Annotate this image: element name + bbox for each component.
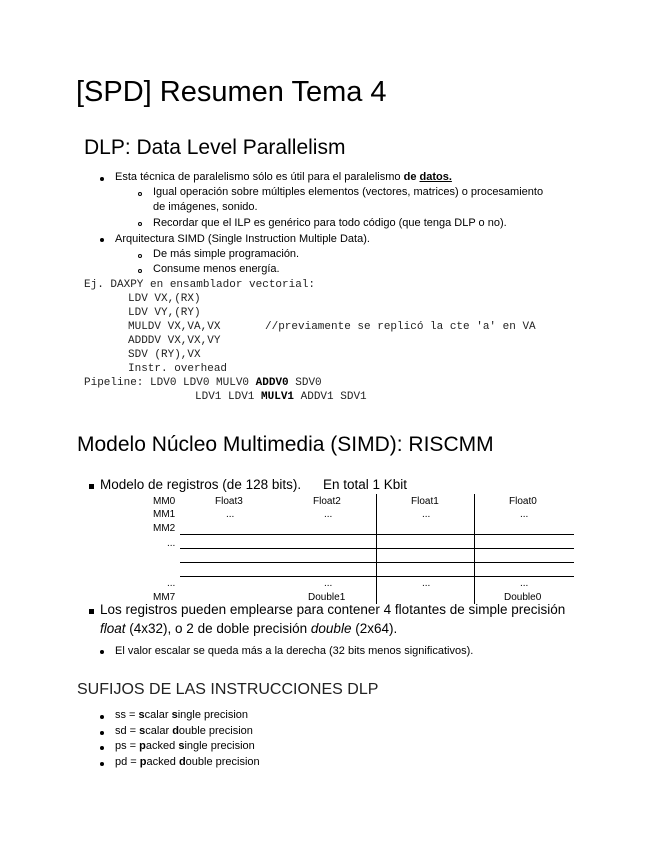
pipeline-line: Pipeline: LDV0 LDV0 MULV0 ADDV0 SDV0 <box>84 377 322 389</box>
cell-ellipsis: ... <box>226 509 235 520</box>
table-rule <box>180 534 574 535</box>
simd-heading: Modelo Núcleo Multimedia (SIMD): RISCMM <box>77 433 494 456</box>
sub-bullet-text: De más simple programación. <box>153 248 300 260</box>
code-line: LDV VY,(RY) <box>128 307 201 319</box>
bullet <box>100 762 104 766</box>
column-header: Float3 <box>215 496 243 507</box>
total-text: En total 1 Kbit <box>323 477 408 492</box>
code-line: ADDDV VX,VX,VY <box>128 335 221 347</box>
register-label: ... <box>167 578 176 589</box>
column-header: Float1 <box>411 496 439 507</box>
register-desc: Los registros pueden emplearse para contener 4 flotantes de simple precisión <box>100 602 566 617</box>
register-model-text: Modelo de registros (de 128 bits). <box>100 477 302 492</box>
sub-bullet-text: Recordar que el ILP es genérico para todo código (que tenga DLP o no). <box>153 217 507 229</box>
bullet-text: Arquitectura SIMD (Single Instruction Multiple Data). <box>115 233 370 245</box>
suffix-item: pd = packed double precision <box>115 756 260 768</box>
code-line: LDV VX,(RX) <box>128 293 201 305</box>
register-label: ... <box>167 538 176 549</box>
pipeline-line: LDV1 LDV1 MULV1 ADDV1 SDV1 <box>195 391 367 403</box>
column-header: Float2 <box>313 496 341 507</box>
register-desc: float (4x32), o 2 de doble precisión double (2x64). <box>100 621 398 636</box>
bullet <box>100 746 104 750</box>
table-rule <box>180 548 574 549</box>
page-title: [SPD] Resumen Tema 4 <box>76 76 387 108</box>
sufijos-heading: SUFIJOS DE LAS INSTRUCCIONES DLP <box>77 681 379 698</box>
bullet <box>100 731 104 735</box>
code-line: Instr. overhead <box>128 363 228 375</box>
cell-ellipsis: ... <box>422 578 431 589</box>
sub-bullet <box>138 254 142 258</box>
table-rule <box>180 562 574 563</box>
bullet <box>100 650 104 654</box>
cell-ellipsis: ... <box>520 578 529 589</box>
bullet <box>100 177 104 181</box>
register-label: MM2 <box>153 523 176 534</box>
code-line: MULDV VX,VA,VX <box>128 321 221 333</box>
bullet <box>100 238 104 242</box>
sub-bullet <box>138 192 142 196</box>
cell-ellipsis: ... <box>422 509 431 520</box>
code-line: SDV (RY),VX <box>128 349 201 361</box>
bullet-text: Esta técnica de paralelismo sólo es útil para el paralelismo de datos. <box>115 171 452 183</box>
bullet <box>89 484 94 489</box>
table-divider <box>474 494 475 604</box>
register-label: MM1 <box>153 509 176 520</box>
sub-bullet <box>138 269 142 273</box>
sub-bullet-text: Consume menos energía. <box>153 263 280 275</box>
register-label: MM7 <box>153 592 176 603</box>
sub-bullet <box>138 222 142 226</box>
cell-ellipsis: ... <box>520 509 529 520</box>
double1-label: Double1 <box>308 592 346 603</box>
cell-ellipsis: ... <box>324 578 333 589</box>
cell-ellipsis: ... <box>324 509 333 520</box>
code-comment: //previamente se replicó la cte 'a' en VA <box>265 321 536 333</box>
register-label: MM0 <box>153 496 176 507</box>
double0-label: Double0 <box>504 592 542 603</box>
sub-bullet-text: Igual operación sobre múltiples elementos (vectores, matrices) o procesamiento <box>153 186 544 198</box>
code-line: Ej. DAXPY en ensamblador vectorial: <box>84 279 316 291</box>
suffix-item: ss = scalar single precision <box>115 709 249 721</box>
table-rule <box>180 576 574 577</box>
table-divider <box>376 494 377 604</box>
column-header: Float0 <box>509 496 537 507</box>
bullet <box>100 715 104 719</box>
dlp-heading: DLP: Data Level Parallelism <box>84 136 346 159</box>
scalar-note: El valor escalar se queda más a la derecha (32 bits menos significativos). <box>115 645 474 657</box>
bullet <box>89 609 94 614</box>
suffix-item: ps = packed single precision <box>115 740 255 752</box>
suffix-item: sd = scalar double precision <box>115 725 253 737</box>
sub-bullet-text: de imágenes, sonido. <box>153 201 258 213</box>
